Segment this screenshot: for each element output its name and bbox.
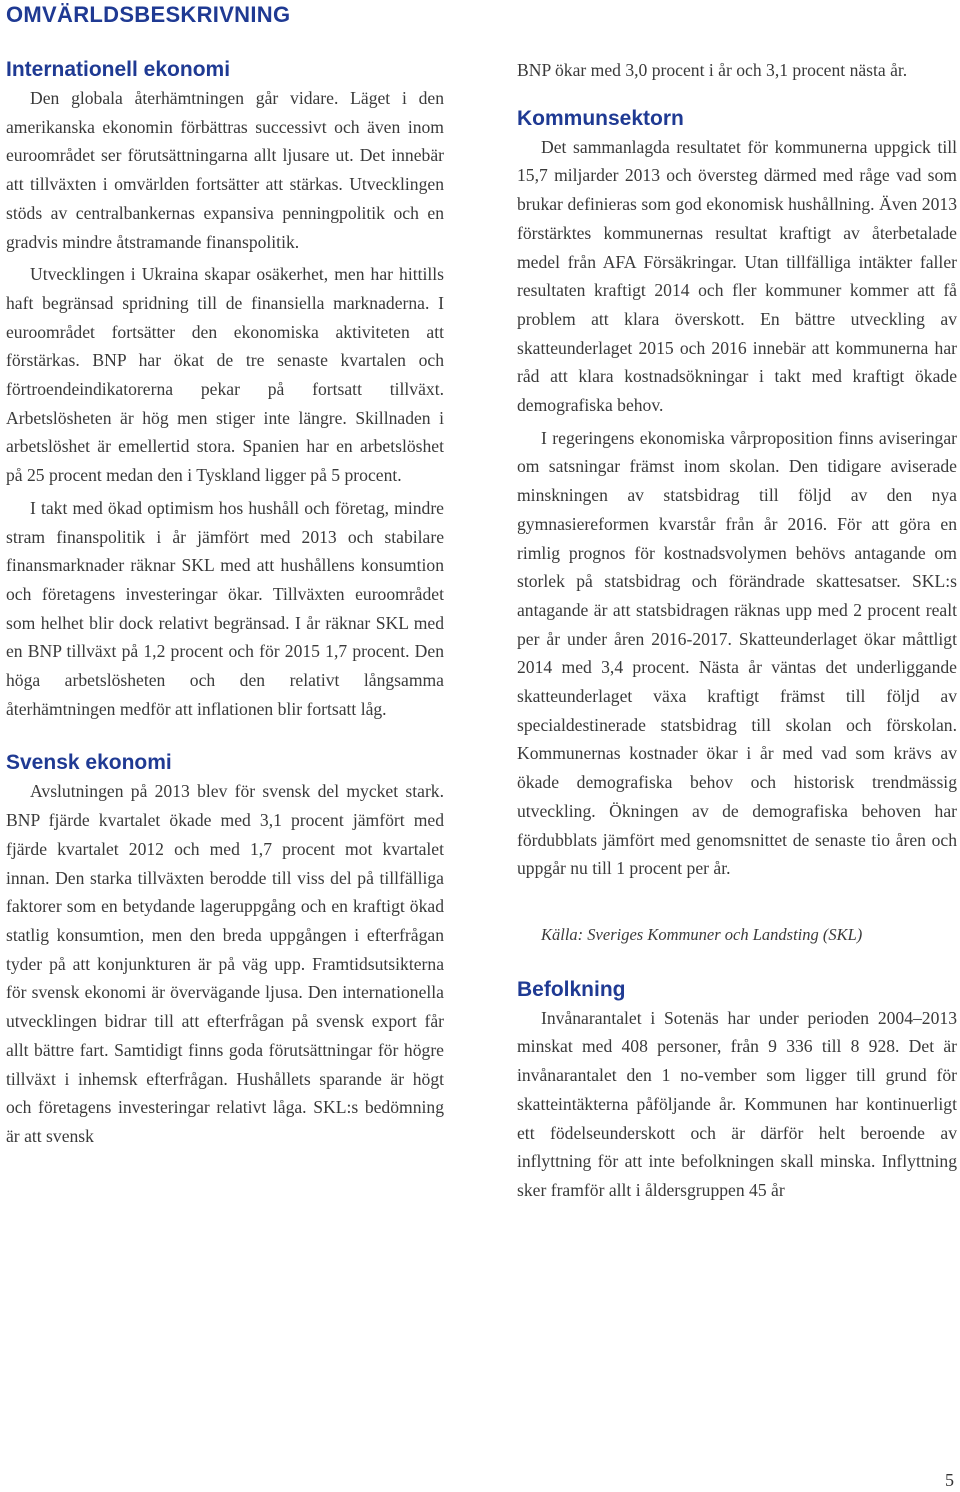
paragraph-svensk-ekonomi: Avslutningen på 2013 blev för svensk del mycket stark. BNP fjärde kvartalet ökade med 3,1 procent jämfört med fjärde kvartalet 2012 och med 1,7 procent mot kvartalet innan. Den starka tillväxten berodde till viss del på tillfälliga faktorer som en betydande lageruppgång och en kraftigt ökad statlig konsumtion, men den breda uppgången i efterfrågan tyder på att konjunkturen är på väg upp. Framtidsutsikterna för svensk ekonomi är övervägande ljusa. Den internationella utvecklingen bidrar till att efterfrågan på svensk export får allt bättre fart. Samtidigt finns goda förutsättningar för högre tillväxt i inhemsk efterfrågan. Hushållets sparande är högt och företagens investeringar relativt låga. SKL:s bedömning är att svensk [6, 781, 444, 1146]
paragraph-optimism: I takt med ökad optimism hos hushåll och företag, mindre stram finanspolitik i år jämfört med 2013 och stabilare finansmarknader räknar SKL med att hushållens konsumtion och företagens investeringar ökar. Tillväxten euroområdet som helhet blir dock relativt begränsad. I år räknar SKL med en BNP tillväxt på 1,2 procent och för 2015 1,7 procent. Den höga arbetslösheten och den relativt långsamma återhämtningen medför att inflationen blir fortsatt låg. [6, 497, 444, 719]
source-citation: Källa: Sveriges Kommuner och Landsting (SKL) [541, 924, 863, 944]
right-column [517, 56, 957, 1205]
heading-befolkning: Befolkning [517, 977, 626, 1001]
page-title: OMVÄRLDSBESKRIVNING [6, 2, 291, 27]
heading-internationell-ekonomi: Internationell ekonomi [6, 58, 231, 81]
paragraph-varproposition: I regeringens ekonomiska vårproposition finns aviseringar om satsningar främst inom skolan. Den tidigare aviserade minskningen av statsbidrag till följd av den nya gymnasiereformen kvarstår från år 2016. För att göra en rimlig prognos för kostnadsvolymen behövs antagande om storlek på statsbidrag och förändrade skattesatser. SKL:s antagande är att statsbidragen räknas upp med 2 procent realt per år under åren 2016-2017. Skatteunderlaget ökar måttligt 2014 med 3,4 procent. Nästa år väntas det underliggande skatteunderlaget växa kraftigt främst till följd av specialdestinerade statsbidrag till skolan och förskolan. Kommunernas kostnader ökar i år med vad som krävs av ökade demografiska behov och historisk trendmässig utveckling. Ökningen av de demografiska behoven har fördubblats jämfört med genomsnittet de senaste tio åren och uppgår nu till 1 procent per år. [517, 427, 957, 879]
page-number: 5 [945, 1470, 954, 1490]
heading-kommunsektorn: Kommunsektorn [517, 106, 684, 130]
paragraph-ukraina: Utvecklingen i Ukraina skapar osäkerhet, men har hittills haft begränsad spridning till de finansiella marknaderna. I euroområdet fortsätter den ekonomiska aktiviteten att förstärkas. BNP har ökat de tre senaste kvartalen och förtroendeindikatorerna pekar på fortsatt tillväxt. Arbetslösheten är hög men stiger inte längre. Skillnaden i arbetslöshet är emellertid stora. Spanien har en arbetslöshet på 25 procent medan den i Tyskland ligger på 5 procent. [6, 264, 444, 486]
paragraph-befolkning: Invånarantalet i Sotenäs har under perioden 2004–2013 minskat med 408 personer, från 9 336 till 8 928. Det är invånarantalet den 1 no-vember som ligger till grund för skatteintäkterna påföljande år. Kommunen har kontinuerligt ett födelseunderskott och är därför helt beroende av inflyttning för att inte befolkningen skall minska. Inflyttning sker framför allt i åldersgruppen 45 år [517, 1007, 957, 1200]
paragraph-global-recovery: Den globala återhämtningen går vidare. Läget i den amerikanska ekonomin förbättras successivt och även inom euroområdet ser förutsättningarna allt ljusare ut. Det innebär att tillväxten i omvärlden fortsätter att stärkas. Utvecklingen stöds av centralbankernas expansiva penningpolitik och en gradvis mindre åtstramande finanspolitik. [6, 88, 444, 252]
paragraph-kommun-resultat: Det sammanlagda resultatet för kommunerna uppgick till 15,7 miljarder 2013 och översteg därmed med råge vad som brukar definieras som god ekonomisk hushållning. Även 2013 förstärktes kommunernas resultat kraftigt av återbetalade medel från AFA Försäkringar. Utan tillfälliga intäkter faller resultaten kraftigt 2014 och fler kommuner kommer att få problem att klara överskott. En bättre utveckling av skatteunderlaget 2015 och 2016 innebär att kommunerna har råd att klara kostnadsökningar i takt med kraftigt ökade demografiska behov. [517, 136, 957, 416]
left-column [6, 56, 444, 1151]
heading-svensk-ekonomi: Svensk ekonomi [6, 751, 172, 775]
paragraph-bnp-continuation: BNP ökar med 3,0 procent i år och 3,1 procent nästa år. [517, 60, 908, 80]
